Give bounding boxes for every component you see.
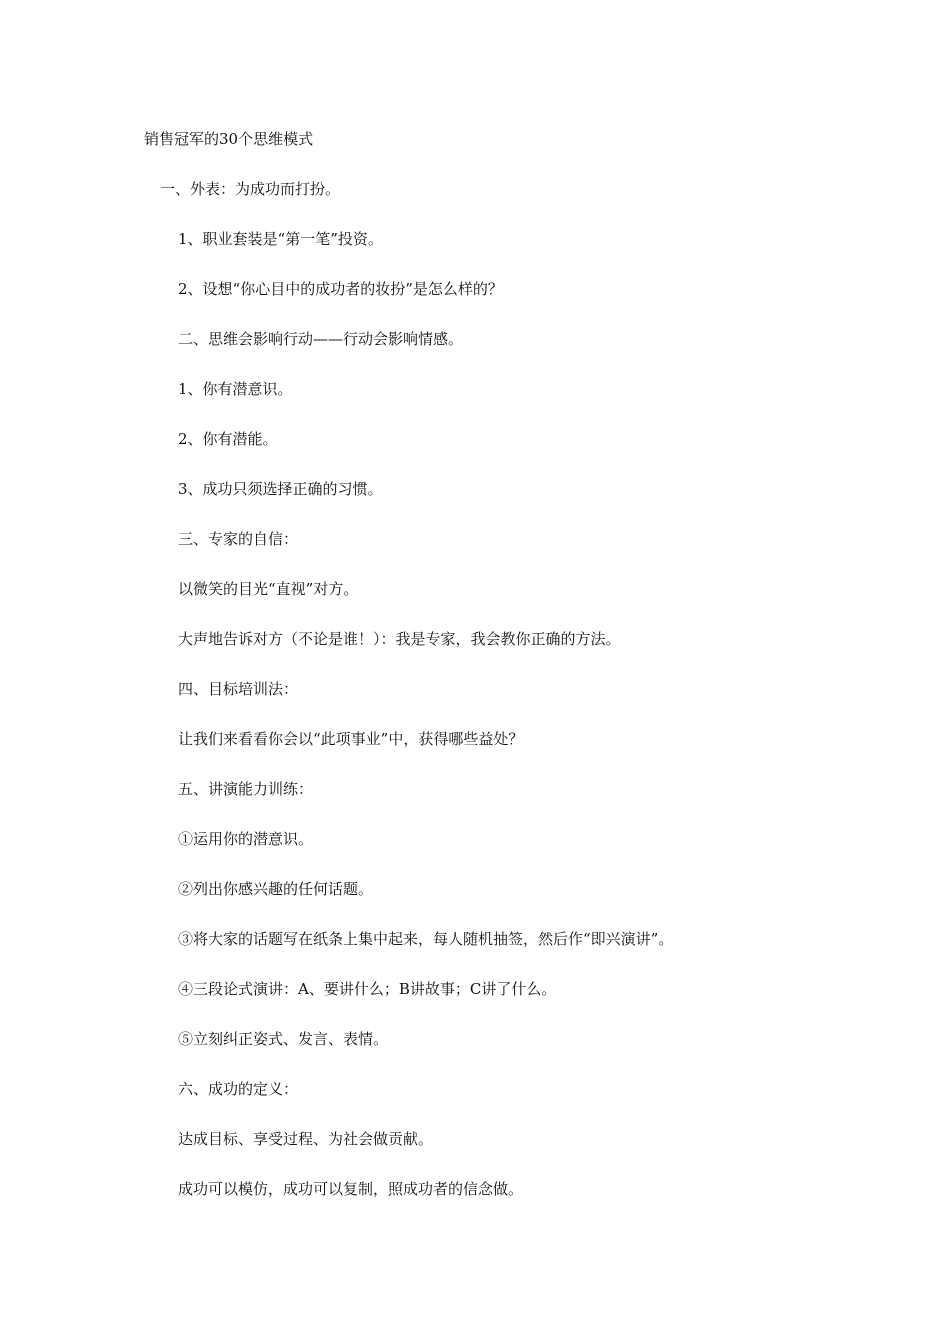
paragraph: 1、你有潜意识。 (178, 380, 293, 398)
section-heading-5: 五、讲演能力训练： (178, 780, 314, 798)
section-heading-4: 四、目标培训法： (178, 680, 299, 698)
paragraph: ①运用你的潜意识。 (178, 830, 314, 848)
paragraph: 1、职业套装是“第一笔”投资。 (178, 230, 383, 248)
document-title: 销售冠军的30个思维模式 (144, 130, 314, 148)
paragraph: ②列出你感兴趣的任何话题。 (178, 880, 374, 898)
paragraph: 让我们来看看你会以“此项事业”中，获得哪些益处？ (178, 730, 524, 748)
paragraph: 2、你有潜能。 (178, 430, 278, 448)
paragraph: 达成目标、享受过程、为社会做贡献。 (178, 1130, 434, 1148)
paragraph: 2、设想“你心目中的成功者的妆扮”是怎么样的？ (178, 280, 503, 298)
section-heading-2: 二、思维会影响行动——行动会影响情感。 (178, 330, 464, 348)
paragraph: 以微笑的目光“直视”对方。 (178, 580, 359, 598)
section-heading-3: 三、专家的自信： (178, 530, 299, 548)
paragraph: ④三段论式演讲：A、要讲什么；B讲故事；C讲了什么。 (178, 980, 557, 998)
paragraph: 3、成功只须选择正确的习惯。 (178, 480, 383, 498)
section-heading-1: 一、外表：为成功而打扮。 (160, 180, 341, 198)
paragraph: ⑤立刻纠正姿式、发言、表情。 (178, 1030, 389, 1048)
paragraph: 成功可以模仿，成功可以复制，照成功者的信念做。 (178, 1180, 524, 1198)
paragraph: 大声地告诉对方（不论是谁！）：我是专家，我会教你正确的方法。 (178, 630, 621, 648)
section-heading-6: 六、成功的定义： (178, 1080, 299, 1098)
paragraph: ③将大家的话题写在纸条上集中起来，每人随机抽签，然后作“即兴演讲”。 (178, 930, 674, 948)
